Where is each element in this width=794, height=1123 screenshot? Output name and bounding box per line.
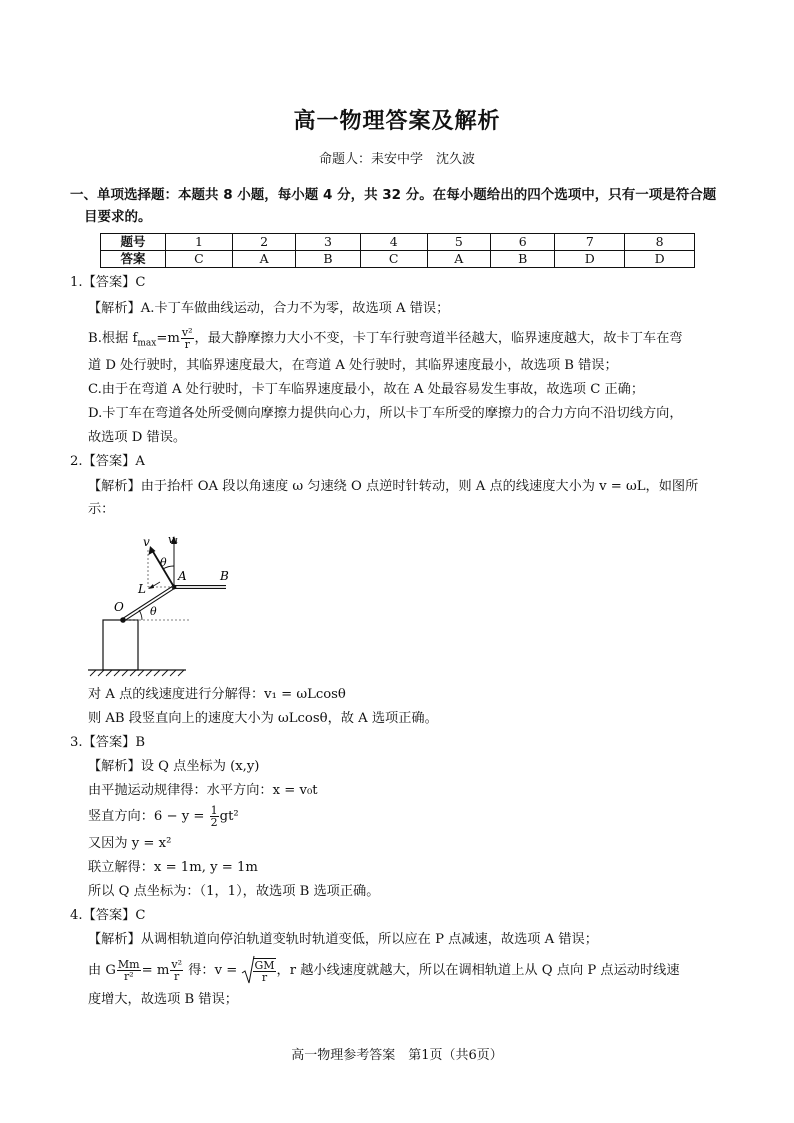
theta-arc-bottom	[139, 610, 142, 620]
row-label-answer: 答案	[101, 251, 166, 268]
q4-fraction-3	[253, 958, 275, 983]
label-o: O	[114, 600, 124, 614]
label-theta-bottom: θ	[150, 605, 157, 618]
q3-fraction	[210, 805, 219, 828]
q3-analysis-line6: 所以 Q 点坐标为：（1，1），故选项 B 选项正确。	[88, 884, 380, 899]
q1-b-post: ，最大静摩擦力大小不变，卡丁车行驶弯道半径越大，临界速度越大，故卡丁车在弯	[194, 331, 683, 346]
label-b: B	[220, 569, 229, 583]
q2-analysis-line2: 示：	[88, 502, 115, 517]
q4-analysis-line2	[88, 955, 680, 986]
q1-analysis-b2: 道 D 处行驶时，其临界速度最大，在弯道 A 处行驶时，其临界速度最小，故选项 B 错误；	[88, 358, 618, 373]
q1-analysis-d1: D.卡丁车在弯道各处所受侧向摩擦力提供向心力，所以卡丁车所受的摩擦力的合力方向不沿切线方向，	[88, 406, 683, 421]
q4-f1-num: Mm	[117, 957, 140, 971]
q1-analysis-b	[88, 326, 682, 357]
q4-mid: 得：v =	[184, 962, 238, 978]
answer-cell: B	[296, 251, 360, 268]
q1-b-frac-num: v²	[181, 326, 193, 339]
q2-analysis-line4: 则 AB 段竖直向上的速度大小为 ωLcosθ，故 A 选项正确。	[88, 711, 438, 726]
q3-frac-den: 2	[210, 816, 218, 829]
q4-answer-heading: 4.【答案】C	[70, 908, 146, 923]
answer-cell: C	[166, 251, 233, 268]
section-heading-line2: 目要求的。	[84, 209, 152, 225]
question-number-cell: 3	[296, 234, 360, 251]
length-arrowhead	[148, 584, 154, 589]
q2-answer-heading: 2.【答案】A	[70, 454, 145, 469]
q4-sqrt	[241, 955, 276, 986]
q3-frac-num: 1	[210, 804, 218, 817]
q4-f2-num: v²	[171, 957, 182, 971]
label-a: A	[178, 569, 187, 583]
q4-post: ，r 越小线速度就越大，所以在调相轨道上从 Q 点向 P 点运动时线速	[276, 962, 680, 978]
pillar	[103, 620, 138, 670]
q1-analysis-c: C.由于在弯道 A 处行驶时，卡丁车临界速度最小，故在 A 处最容易发生事故，故选项 C 正确；	[88, 382, 645, 397]
row-label-number: 题号	[101, 234, 166, 251]
answer-cell: D	[555, 251, 625, 268]
question-number-cell: 1	[166, 234, 233, 251]
answer-cell: B	[491, 251, 555, 268]
q1-analysis-d2: 故选项 D 错误。	[88, 430, 187, 445]
answer-table-number-row	[101, 234, 695, 251]
rotating-bar-diagram	[86, 530, 229, 678]
q4-f1-den: r²	[123, 969, 134, 983]
question-number-cell: 4	[360, 234, 427, 251]
q3-analysis-line4: 又因为 y = x²	[88, 836, 172, 851]
q2-analysis-line3: 对 A 点的线速度进行分解得：v₁ = ωLcosθ	[88, 687, 346, 702]
answer-cell: A	[232, 251, 295, 268]
q4-eq: = m	[141, 962, 170, 978]
q4-pre: 由 G	[88, 962, 116, 978]
answer-cell: D	[625, 251, 695, 268]
page-title: 高一物理答案及解析	[293, 108, 501, 134]
label-l: L	[138, 582, 146, 596]
ground-hatching	[90, 670, 184, 676]
q4-f3-num: GM	[254, 958, 275, 972]
q3-analysis-line2: 由平抛运动规律得：水平方向：x = v₀t	[88, 783, 318, 798]
q1-b-eq: =m	[156, 331, 180, 346]
q3-line3-pre: 竖直方向：6 − y =	[88, 809, 205, 824]
section-heading-line1: 一、单项选择题：本题共 8 小题，每小题 4 分，共 32 分。在每小题给出的四个选项中，只有一项是符合题	[70, 187, 717, 203]
answer-table	[100, 233, 695, 268]
q1-b-sub: max	[137, 338, 157, 349]
label-v1: v₁	[168, 533, 179, 546]
q4-analysis-line3: 度增大，故选项 B 错误；	[88, 992, 238, 1007]
author-line: 命题人：耒安中学 沈久波	[318, 152, 475, 167]
label-v: v	[143, 535, 150, 549]
q1-b-fraction	[181, 327, 194, 350]
q3-analysis-line5: 联立解得：x = 1m, y = 1m	[88, 860, 258, 875]
question-number-cell: 7	[555, 234, 625, 251]
q4-fraction-2	[170, 959, 183, 982]
q2-analysis-line1: 【解析】由于抬杆 OA 段以角速度 ω 匀速绕 O 点逆时针转动，则 A 点的线速度大小为 v = ωL，如图所	[88, 479, 699, 494]
rod-oa-inner	[123, 587, 174, 620]
q4-f3-den: r	[261, 970, 268, 984]
question-number-cell: 5	[427, 234, 490, 251]
q1-answer-heading: 1.【答案】C	[70, 275, 146, 290]
question-number-cell: 6	[491, 234, 555, 251]
q1-b-frac-den: r	[184, 338, 190, 351]
q4-f2-den: r	[174, 969, 180, 983]
q3-answer-heading: 3.【答案】B	[70, 735, 146, 750]
label-theta-top: θ	[160, 556, 167, 569]
answer-table-answer-row	[101, 251, 695, 268]
q1-analysis-a: 【解析】A.卡丁车做曲线运动，合力不为零，故选项 A 错误；	[88, 301, 450, 316]
pivot-o	[120, 617, 126, 623]
section-heading	[70, 184, 725, 228]
q4-analysis-line1: 【解析】从调相轨道向停泊轨道变轨时轨道变低，所以应在 P 点减速，故选项 A 错误；	[88, 932, 598, 947]
q3-analysis-line3	[88, 804, 239, 830]
q3-analysis-line1: 【解析】设 Q 点坐标为 (x,y)	[88, 759, 260, 774]
answer-cell: C	[360, 251, 427, 268]
answer-cell: A	[427, 251, 490, 268]
q3-line3-post: gt²	[219, 809, 239, 824]
question-number-cell: 8	[625, 234, 695, 251]
q4-fraction-1	[117, 959, 141, 982]
q1-b-pre: B.根据 f	[88, 331, 138, 346]
page-footer: 高一物理参考答案 第1页（共6页）	[291, 1048, 503, 1063]
question-number-cell: 2	[232, 234, 295, 251]
